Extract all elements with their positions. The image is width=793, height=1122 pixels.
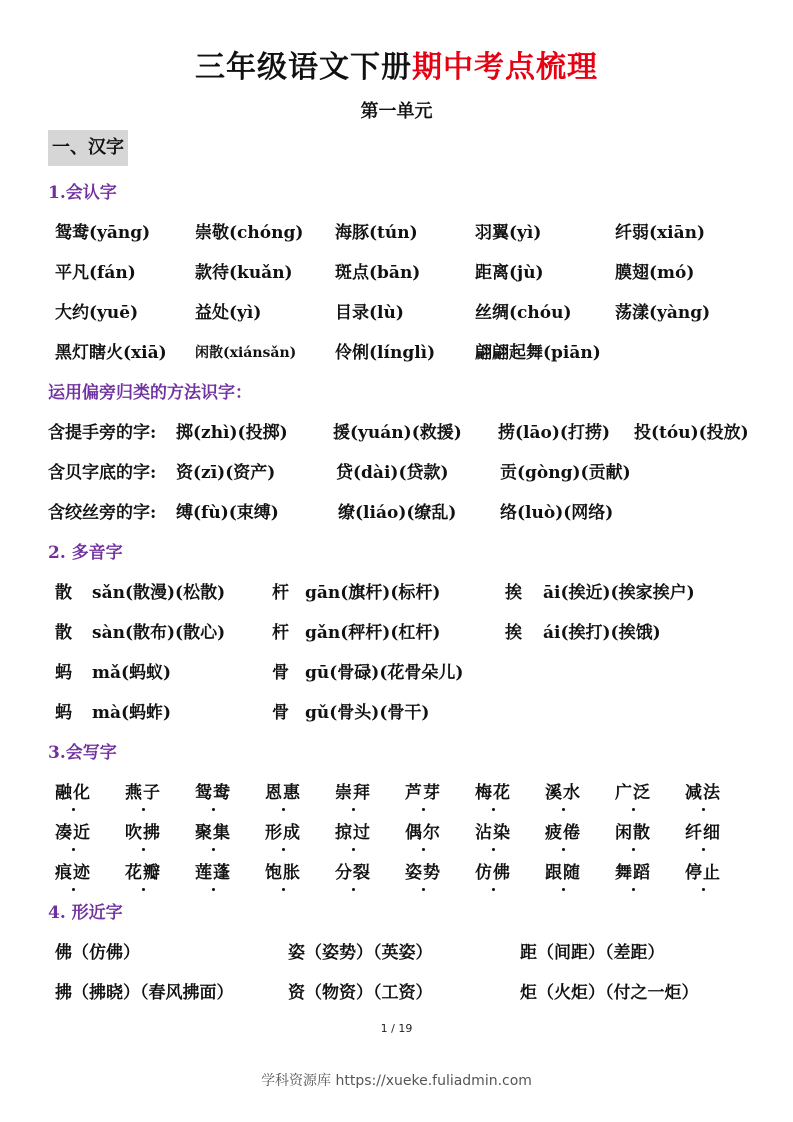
section-heading: 一、汉字 (48, 130, 128, 166)
write-word: 形成 (265, 818, 301, 848)
poly-reading: sǎn(散漫)(松散) (92, 583, 226, 603)
similar-word: 炬（火炬）（付之一炬） (520, 983, 699, 1003)
word: 斑点(bān) (335, 263, 421, 283)
write-word: 恩惠 (265, 778, 301, 808)
footer-source: 学科资源库 https://xueke.fuliadmin.com (261, 1073, 532, 1089)
word: 崇敬(chóng) (195, 223, 304, 243)
write-word: 吹拂 (125, 818, 161, 848)
word: 款待(kuǎn) (195, 263, 293, 283)
poly-reading: mǎ(蚂蚁) (92, 663, 172, 683)
radical-word: 捞(lāo)(打捞) (498, 423, 610, 443)
page-title (0, 48, 793, 88)
write-word: 广泛 (615, 778, 651, 808)
write-word: 崇拜 (335, 778, 371, 808)
poly-char: 骨 (272, 703, 289, 723)
similar-word: 佛（仿佛） (55, 943, 140, 963)
write-word: 掠过 (335, 818, 371, 848)
poly-reading: gān(旗杆)(标杆) (305, 583, 441, 603)
radical-word: 络(luò)(网络) (500, 503, 614, 523)
radical-label: 含提手旁的字: (48, 423, 157, 443)
radical-word: 掷(zhì)(投掷) (176, 423, 288, 443)
word: 膜翅(mó) (615, 263, 695, 283)
word: 翩翩起舞(piān) (475, 343, 601, 363)
write-word: 聚集 (195, 818, 231, 848)
similar-word: 拂（拂晓）（春风拂面） (55, 983, 234, 1003)
poly-char: 挨 (505, 583, 522, 603)
word: 丝绸(chóu) (475, 303, 572, 323)
write-word: 停止 (685, 858, 721, 888)
word: 荡漾(yàng) (615, 303, 711, 323)
radical-label: 含绞丝旁的字: (48, 503, 157, 523)
poly-reading: gū(骨碌)(花骨朵儿) (305, 663, 464, 683)
write-word: 闲散 (615, 818, 651, 848)
radical-word: 援(yuán)(救援) (333, 423, 462, 443)
subheading-recognize: 1.会认字 (48, 183, 117, 203)
poly-char: 散 (55, 623, 72, 643)
word: 平凡(fán) (55, 263, 136, 283)
poly-reading: gǎn(秤杆)(杠杆) (305, 623, 441, 643)
word: 距离(jù) (475, 263, 544, 283)
word: 益处(yì) (195, 303, 262, 323)
poly-reading: ái(挨打)(挨饿) (543, 623, 661, 643)
poly-reading: āi(挨近)(挨家挨户) (543, 583, 695, 603)
write-word: 花瓣 (125, 858, 161, 888)
poly-reading: mà(蚂蚱) (92, 703, 172, 723)
radical-word: 资(zī)(资产) (176, 463, 276, 483)
radical-word: 缚(fù)(束缚) (176, 503, 279, 523)
title-black: 三年级语文下册 (195, 50, 412, 85)
similar-word: 距（间距）（差距） (520, 943, 665, 963)
unit-heading: 第一单元 (360, 101, 433, 122)
poly-char: 散 (55, 583, 72, 603)
write-word: 舞蹈 (615, 858, 651, 888)
write-word: 纤细 (685, 818, 721, 848)
word: 目录(lù) (335, 303, 404, 323)
poly-reading: gǔ(骨头)(骨干) (305, 703, 430, 723)
write-word: 梅花 (475, 778, 511, 808)
similar-word: 资（物资）（工资） (288, 983, 433, 1003)
poly-char: 蚂 (55, 663, 72, 683)
write-word: 偶尔 (405, 818, 441, 848)
poly-reading: sàn(散布)(散心) (92, 623, 226, 643)
word: 大约(yuē) (55, 303, 139, 323)
poly-char: 杆 (272, 583, 289, 603)
write-word: 跟随 (545, 858, 581, 888)
poly-char: 挨 (505, 623, 522, 643)
word: 纤弱(xiān) (615, 223, 706, 243)
write-word: 仿佛 (475, 858, 511, 888)
subheading-write: 3.会写字 (48, 743, 117, 763)
poly-char: 蚂 (55, 703, 72, 723)
radical-word: 投(tóu)(投放) (634, 423, 749, 443)
write-word: 鸳鸯 (195, 778, 231, 808)
word: 伶俐(línglì) (335, 343, 436, 363)
radical-label: 含贝字底的字: (48, 463, 157, 483)
subheading-radical: 运用偏旁归类的方法识字： (48, 383, 252, 403)
write-word: 融化 (55, 778, 91, 808)
write-word: 饱胀 (265, 858, 301, 888)
write-word: 疲倦 (545, 818, 581, 848)
poly-char: 杆 (272, 623, 289, 643)
write-word: 分裂 (335, 858, 371, 888)
word: 闲散(xiánsǎn) (195, 345, 297, 361)
radical-word: 贡(gòng)(贡献) (500, 463, 631, 483)
similar-word: 姿（姿势）（英姿） (288, 943, 433, 963)
write-word: 燕子 (125, 778, 161, 808)
word: 黑灯瞎火(xiā) (55, 343, 167, 363)
subheading-similar: 4. 形近字 (48, 903, 123, 923)
write-word: 姿势 (405, 858, 441, 888)
word: 鸳鸯(yāng) (55, 223, 151, 243)
word: 海豚(tún) (335, 223, 418, 243)
page-number: 1 / 19 (380, 1022, 413, 1035)
write-word: 凑近 (55, 818, 91, 848)
write-word: 芦芽 (405, 778, 441, 808)
write-word: 莲蓬 (195, 858, 231, 888)
write-word: 溪水 (545, 778, 581, 808)
radical-word: 贷(dài)(贷款) (336, 463, 449, 483)
write-word: 沾染 (475, 818, 511, 848)
title-red: 期中考点梳理 (412, 50, 598, 85)
word: 羽翼(yì) (475, 223, 542, 243)
poly-char: 骨 (272, 663, 289, 683)
write-word: 痕迹 (55, 858, 91, 888)
write-word: 减法 (685, 778, 721, 808)
subheading-polyphone: 2. 多音字 (48, 543, 123, 563)
radical-word: 缭(liáo)(缭乱) (338, 503, 457, 523)
